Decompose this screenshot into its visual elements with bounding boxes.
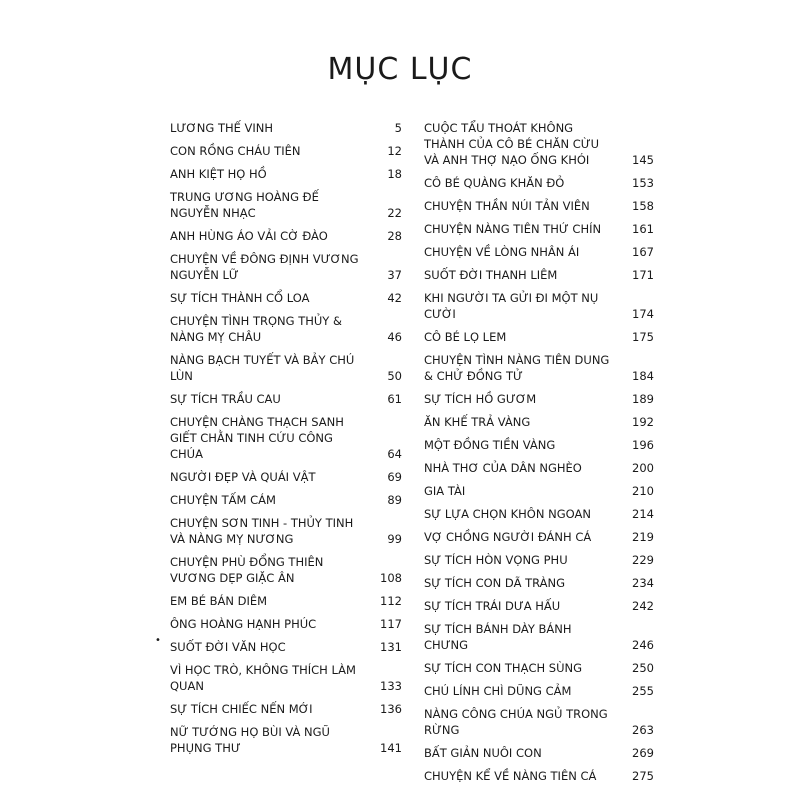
toc-entry-title: NÀNG CÔNG CHÚA NGỦ TRONG RỪNG — [424, 707, 608, 737]
bullet-mark: • — [155, 635, 161, 646]
toc-entry-page: 269 — [632, 746, 654, 760]
toc-entry-page: 242 — [632, 599, 654, 613]
toc-entry-title: CHUYỆN TÌNH NÀNG TIÊN DUNG & CHỬ ĐỒNG TỬ — [424, 353, 610, 383]
toc-entry-page: 28 — [387, 229, 402, 243]
toc-entry-title: BẤT GIẢN NUÔI CON — [424, 746, 542, 760]
toc-entry-page: 64 — [387, 447, 402, 461]
toc-entry — [170, 593, 402, 609]
toc-entry — [424, 706, 654, 738]
toc-entry-page: 250 — [632, 661, 654, 675]
toc-entry-title: ANH HÙNG ÁO VẢI CỜ ĐÀO — [170, 229, 328, 243]
toc-entry-page: 50 — [387, 369, 402, 383]
toc-entry-page: 12 — [387, 144, 402, 158]
toc-entry-page: 136 — [380, 702, 402, 716]
toc-entry-page: 196 — [632, 438, 654, 452]
toc-entry — [170, 701, 402, 717]
toc-entry — [424, 575, 654, 591]
toc-entry-title: NGƯỜI ĐẸP VÀ QUÁI VẬT — [170, 470, 316, 484]
toc-entry — [170, 352, 402, 384]
toc-entry — [424, 506, 654, 522]
page-title: MỤC LỤC — [327, 52, 473, 87]
toc-entry-page: 161 — [632, 222, 654, 236]
toc-entry — [424, 598, 654, 614]
toc-entry-page: 99 — [387, 532, 402, 546]
toc-entry-title: CHUYỆN CHÀNG THẠCH SANH GIẾT CHẰN TINH CỨU CÔNG CHÚA — [170, 415, 344, 461]
toc-entry-page: 133 — [380, 679, 402, 693]
toc-entry-page: 192 — [632, 415, 654, 429]
toc-entry — [170, 391, 402, 407]
toc-entry — [424, 552, 654, 568]
toc-entry-title: KHI NGƯỜI TA GỬI ĐI MỘT NỤ CƯỜI — [424, 291, 599, 321]
toc-entry-title: NỮ TƯỚNG HỌ BÙI VÀ NGŨ PHỤNG THƯ — [170, 725, 330, 755]
toc-entry-title: CHUYỆN TẤM CÁM — [170, 493, 276, 507]
toc-entry — [170, 554, 402, 586]
toc-entry-page: 171 — [632, 268, 654, 282]
toc-entry-page: 234 — [632, 576, 654, 590]
toc-entry — [424, 414, 654, 430]
toc-entry-page: 145 — [632, 153, 654, 167]
toc-entry — [424, 175, 654, 191]
toc-entry-page: 5 — [394, 121, 402, 135]
toc-entry-page: 37 — [387, 268, 402, 282]
toc-entry-page: 189 — [632, 392, 654, 406]
toc-entry-title: LƯƠNG THẾ VINH — [170, 121, 274, 135]
toc-entry-page: 229 — [632, 553, 654, 567]
toc-entry-page: 22 — [387, 206, 402, 220]
toc-entry-page: 210 — [632, 484, 654, 498]
toc-entry — [170, 166, 402, 182]
toc-entry-page: 263 — [632, 723, 654, 737]
toc-entry-title: SỰ TÍCH TRÁI DƯA HẤU — [424, 599, 561, 613]
toc-entry-title: CHUYỆN TÌNH TRỌNG THỦY & NÀNG MỴ CHÂU — [170, 314, 342, 344]
toc-entry — [170, 515, 402, 547]
toc-entry-page: 214 — [632, 507, 654, 521]
toc-entry — [424, 198, 654, 214]
toc-entry-page: 246 — [632, 638, 654, 652]
toc-entry — [424, 352, 654, 384]
toc-entry-title: ĂN KHẾ TRẢ VÀNG — [424, 415, 531, 429]
toc-entry — [424, 120, 654, 168]
toc-entry-page: 255 — [632, 684, 654, 698]
toc-entry-title: CHUYỆN SƠN TINH - THỦY TINH VÀ NÀNG MỴ NƯƠNG — [170, 516, 354, 546]
toc-column-right — [424, 120, 654, 791]
toc-entry — [424, 437, 654, 453]
toc-entry-page: 275 — [632, 769, 654, 783]
toc-entry — [424, 621, 654, 653]
toc-entry-page: 219 — [632, 530, 654, 544]
toc-entry-title: GIA TÀI — [424, 484, 466, 498]
toc-entry — [170, 492, 402, 508]
toc-entry — [170, 228, 402, 244]
toc-entry — [170, 469, 402, 485]
toc-entry — [424, 290, 654, 322]
toc-entry-title: EM BÉ BÁN DIÊM — [170, 594, 268, 608]
toc-entry-title: VÌ HỌC TRÒ, KHÔNG THÍCH LÀM QUAN — [170, 663, 356, 693]
toc-entry-page: 174 — [632, 307, 654, 321]
toc-entry-title: SỰ TÍCH CON THẠCH SÙNG — [424, 661, 583, 675]
toc-entry-page: 153 — [632, 176, 654, 190]
toc-entry-title: SUỐT ĐỜI THANH LIÊM — [424, 268, 558, 282]
toc-entry — [424, 391, 654, 407]
toc-entry-page: 184 — [632, 369, 654, 383]
toc-entry-page: 200 — [632, 461, 654, 475]
toc-entry-page: 89 — [387, 493, 402, 507]
toc-entry-page: 117 — [380, 617, 402, 631]
toc-entry-title: SỰ TÍCH THÀNH CỔ LOA — [170, 291, 310, 305]
toc-entry-title: CHÚ LÍNH CHÌ DŨNG CẢM — [424, 684, 572, 698]
toc-entry-page: 18 — [387, 167, 402, 181]
toc-entry — [424, 745, 654, 761]
toc-entry-title: SỰ TÍCH HỒ GƯƠM — [424, 392, 537, 406]
toc-entry-title: CÔ BÉ LỌ LEM — [424, 330, 507, 344]
toc-entry-title: SUỐT ĐỜI VĂN HỌC — [170, 640, 286, 654]
toc-entry-page: 175 — [632, 330, 654, 344]
toc-entry-title: SỰ LỰA CHỌN KHÔN NGOAN — [424, 507, 591, 521]
toc-entry — [424, 221, 654, 237]
toc-column-left — [170, 120, 402, 763]
toc-entry-page: 108 — [380, 571, 402, 585]
toc-entry — [424, 529, 654, 545]
toc-entry-title: SỰ TÍCH BÁNH DÀY BÁNH CHƯNG — [424, 622, 572, 652]
toc-entry — [424, 244, 654, 260]
toc-entry-title: TRUNG ƯƠNG HOÀNG ĐẾ NGUYỄN NHẠC — [170, 190, 319, 220]
toc-entry-title: SỰ TÍCH CON DÃ TRÀNG — [424, 576, 566, 590]
toc-entry-page: 131 — [380, 640, 402, 654]
toc-entry — [170, 313, 402, 345]
toc-entry-page: 167 — [632, 245, 654, 259]
toc-entry — [170, 251, 402, 283]
toc-entry — [424, 329, 654, 345]
toc-entry-title: SỰ TÍCH CHIẾC NẾN MỚI — [170, 702, 313, 716]
toc-entry-title: CÔ BÉ QUÀNG KHĂN ĐỎ — [424, 176, 565, 190]
toc-entry-title: CHUYỆN VỀ LÒNG NHÂN ÁI — [424, 245, 580, 259]
toc-entry-title: ÔNG HOÀNG HẠNH PHÚC — [170, 617, 317, 631]
toc-entry-title: CHUYỆN KỂ VỀ NÀNG TIÊN CÁ — [424, 769, 597, 783]
toc-entry — [170, 290, 402, 306]
toc-entry-page: 46 — [387, 330, 402, 344]
toc-entry — [170, 120, 402, 136]
toc-entry-title: SỰ TÍCH TRẦU CAU — [170, 392, 281, 406]
toc-entry-title: SỰ TÍCH HÒN VỌNG PHU — [424, 553, 568, 567]
toc-entry — [424, 460, 654, 476]
toc-entry — [170, 724, 402, 756]
toc-entry — [170, 189, 402, 221]
toc-entry — [424, 483, 654, 499]
toc-entry-page: 112 — [380, 594, 402, 608]
toc-entry-title: CON RỒNG CHÁU TIÊN — [170, 144, 301, 158]
toc-entry-title: VỢ CHỒNG NGƯỜI ĐÁNH CÁ — [424, 530, 592, 544]
toc-entry-page: 61 — [387, 392, 402, 406]
toc-entry — [170, 662, 402, 694]
toc-entry — [170, 639, 402, 655]
toc-entry-page: 141 — [380, 741, 402, 755]
toc-entry-title: CHUYỆN NÀNG TIÊN THỨ CHÍN — [424, 222, 602, 236]
toc-entry-title: NÀNG BẠCH TUYẾT VÀ BẢY CHÚ LÙN — [170, 353, 355, 383]
toc-entry — [424, 267, 654, 283]
toc-entry-title: CHUYỆN THẦN NÚI TẢN VIÊN — [424, 199, 590, 213]
toc-entry — [424, 768, 654, 784]
toc-entry — [424, 660, 654, 676]
toc-entry-page: 158 — [632, 199, 654, 213]
toc-entry — [170, 143, 402, 159]
toc-entry — [424, 683, 654, 699]
toc-entry-title: CUỘC TẨU THOÁT KHÔNG THÀNH CỦA CÔ BÉ CHĂN CỪU VÀ ANH THỢ NẠO ỐNG KHÓI — [424, 121, 600, 167]
toc-entry-title: NHÀ THƠ CỦA DÂN NGHÈO — [424, 461, 582, 475]
toc-entry — [170, 616, 402, 632]
toc-entry-page: 69 — [387, 470, 402, 484]
toc-entry — [170, 414, 402, 462]
toc-entry-page: 42 — [387, 291, 402, 305]
toc-entry-title: CHUYỆN PHÙ ĐỔNG THIÊN VƯƠNG DẸP GIẶC ÂN — [170, 555, 324, 585]
toc-entry-title: CHUYỆN VỀ ĐÔNG ĐỊNH VƯƠNG NGUYỄN LỮ — [170, 252, 359, 282]
toc-entry-title: MỘT ĐỒNG TIỀN VÀNG — [424, 438, 556, 452]
toc-entry-title: ANH KIỆT HỌ HỒ — [170, 167, 267, 181]
